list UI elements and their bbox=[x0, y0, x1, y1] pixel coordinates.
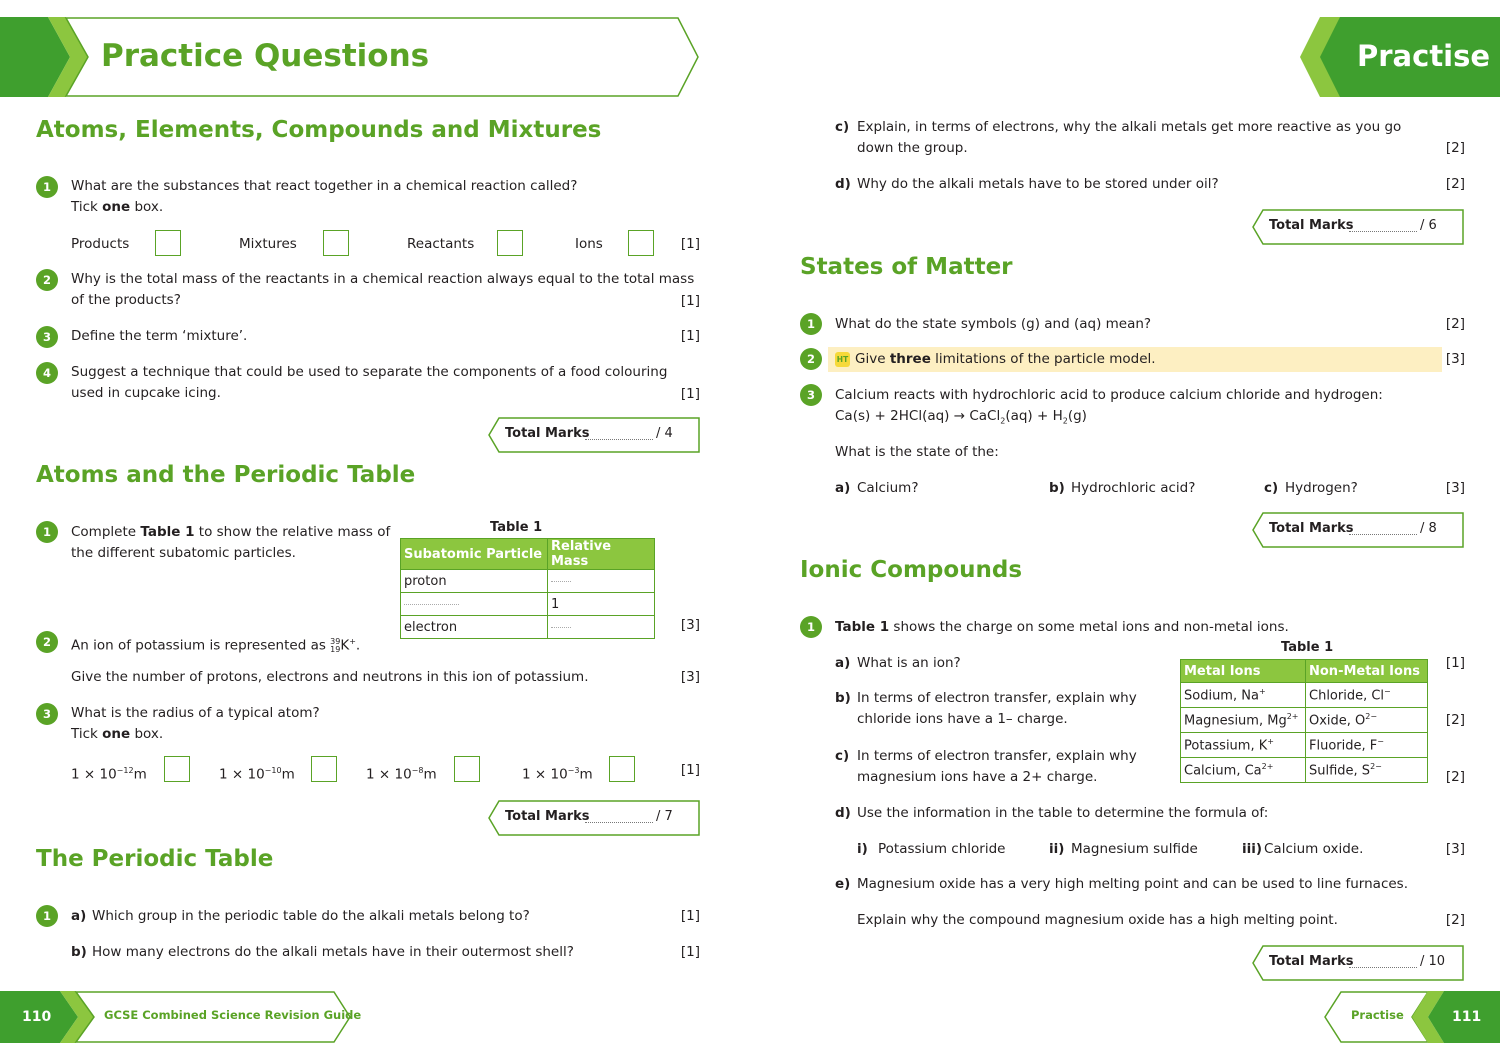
sub-part-label: iii) bbox=[1242, 841, 1263, 857]
table-row bbox=[401, 570, 655, 593]
tick-box[interactable] bbox=[155, 230, 181, 256]
total-marks-label: Total Marks bbox=[505, 809, 590, 824]
answer-line[interactable] bbox=[585, 822, 653, 823]
question-number: 2 bbox=[36, 631, 58, 653]
table-row bbox=[401, 593, 655, 616]
table-cell: Magnesium, $Mg^{2+}$ bbox=[1181, 708, 1306, 733]
sub-part-text: Potassium chloride bbox=[878, 841, 1006, 857]
question-number: 3 bbox=[36, 326, 58, 348]
right-banner bbox=[1300, 17, 1500, 97]
question-text: Table 1 shows the charge on some metal ions and non-metal ions. bbox=[835, 619, 1289, 635]
question-number: 2 bbox=[800, 348, 822, 370]
answer-cell[interactable] bbox=[548, 570, 655, 593]
question-text: How many electrons do the alkali metals have in their outermost shell? bbox=[92, 944, 574, 960]
sub-part-text: Calcium oxide. bbox=[1264, 841, 1364, 857]
question-line: chloride ions have a 1– charge. bbox=[857, 711, 1068, 727]
answer-line[interactable] bbox=[1349, 534, 1417, 535]
table-header: Metal Ions bbox=[1181, 660, 1306, 683]
part-label: c) bbox=[835, 748, 850, 764]
question-line: Give the number of protons, electrons and neutrons in this ion of potassium. bbox=[71, 669, 589, 685]
part-label: d) bbox=[835, 176, 851, 192]
total-marks-out-of: / 10 bbox=[1420, 954, 1446, 969]
total-marks-out-of: / 4 bbox=[656, 426, 673, 441]
total-marks-box bbox=[1252, 512, 1462, 548]
question-line: Complete Table 1 to show the relative mass of bbox=[71, 524, 391, 540]
question-number: 1 bbox=[36, 905, 58, 927]
tick-instruction: Tick one box. bbox=[71, 199, 164, 215]
question-number: 3 bbox=[36, 703, 58, 725]
option-label: $1 \times 10^{-3}m$ bbox=[522, 766, 593, 783]
marks: [1] bbox=[680, 386, 700, 402]
table-cell: Potassium, K+ bbox=[1181, 733, 1306, 758]
question-line: What is the state of the: bbox=[835, 444, 999, 460]
table-row bbox=[1181, 758, 1428, 783]
table-row bbox=[1181, 708, 1428, 733]
option-label: Ions bbox=[575, 236, 603, 252]
question-text: Magnesium oxide has a very high melting point and can be used to line furnaces. bbox=[857, 876, 1408, 892]
question-line: magnesium ions have a 2+ charge. bbox=[857, 769, 1098, 785]
sub-part-label: ii) bbox=[1049, 841, 1065, 857]
page-number: 111 bbox=[1452, 1009, 1482, 1025]
isotope-notation: 39 19 bbox=[330, 636, 341, 654]
marks: [2] bbox=[1445, 176, 1465, 192]
total-marks-box bbox=[488, 800, 698, 836]
table-caption: Table 1 bbox=[490, 520, 543, 535]
total-marks-box bbox=[1252, 945, 1462, 981]
question-text: Give three limitations of the particle model. bbox=[855, 351, 1156, 367]
question-line: Suggest a technique that could be used to separate the components of a food colouring bbox=[71, 364, 668, 380]
question-text bbox=[857, 688, 1137, 730]
table-row bbox=[1181, 733, 1428, 758]
question-text bbox=[857, 746, 1137, 788]
question-text: An ion of potassium is represented as 39 19 K+. bbox=[71, 636, 361, 654]
question-number: 1 bbox=[36, 521, 58, 543]
left-banner bbox=[0, 17, 700, 97]
right-page-title: Practise bbox=[1357, 39, 1491, 73]
question-line: Calcium reacts with hydrochloric acid to produce calcium chloride and hydrogen: bbox=[835, 387, 1383, 403]
question-line: used in cupcake icing. bbox=[71, 385, 221, 401]
total-marks-box bbox=[488, 417, 698, 453]
question-line: In terms of electron transfer, explain why bbox=[857, 690, 1137, 706]
tick-box[interactable] bbox=[164, 756, 190, 782]
question-text bbox=[71, 362, 667, 404]
question-number: 1 bbox=[36, 176, 58, 198]
marks: [1] bbox=[1445, 655, 1465, 671]
part-label: b) bbox=[835, 690, 851, 706]
option-label: Reactants bbox=[407, 236, 475, 252]
question-line: In terms of electron transfer, explain why bbox=[857, 748, 1137, 764]
guide-title: GCSE Combined Science Revision Guide bbox=[104, 1008, 362, 1022]
question-text: Hydrochloric acid? bbox=[1071, 480, 1196, 496]
question-text: Define the term ‘mixture’. bbox=[71, 328, 248, 344]
tick-box[interactable] bbox=[609, 756, 635, 782]
marks: [3] bbox=[1445, 841, 1465, 857]
footer-label: Practise bbox=[1351, 1008, 1404, 1022]
tick-box[interactable] bbox=[323, 230, 349, 256]
marks: [2] bbox=[1445, 316, 1465, 332]
chemical-equation: Ca(s) + 2HCl(aq) → CaCl$_2$(aq) + $H_2(g)$ bbox=[835, 408, 1087, 426]
question-number: 1 bbox=[800, 313, 822, 335]
question-text: Hydrogen? bbox=[1285, 480, 1358, 496]
tick-box[interactable] bbox=[454, 756, 480, 782]
question-line: the different subatomic particles. bbox=[71, 545, 296, 561]
question-number: 3 bbox=[800, 384, 822, 406]
option-label: Products bbox=[71, 236, 130, 252]
answer-line[interactable] bbox=[585, 439, 653, 440]
total-marks-label: Total Marks bbox=[1269, 218, 1354, 233]
section-title-states: States of Matter bbox=[800, 254, 1013, 280]
marks: [1] bbox=[680, 762, 700, 778]
question-text: What do the state symbols (g) and (aq) mean? bbox=[835, 316, 1152, 332]
section-title-periodic-table: The Periodic Table bbox=[36, 846, 274, 872]
marks: [3] bbox=[680, 617, 700, 633]
tick-box[interactable] bbox=[311, 756, 337, 782]
marks: [3] bbox=[680, 669, 700, 685]
question-text: What is an ion? bbox=[857, 655, 961, 671]
subatomic-table bbox=[400, 538, 655, 639]
page-number: 110 bbox=[22, 1009, 52, 1025]
part-label: d) bbox=[835, 805, 851, 821]
marks: [3] bbox=[1445, 351, 1465, 367]
question-line: What is the radius of a typical atom? bbox=[71, 705, 320, 721]
table-cell: Oxide, $O^{2-}$ bbox=[1306, 708, 1428, 733]
part-label: b) bbox=[1049, 480, 1065, 496]
table-cell: Calcium, $Ca^{2+}$ bbox=[1181, 758, 1306, 783]
option-label: $1 \times 10^{-8}m$ bbox=[366, 766, 437, 783]
question-text: Why do the alkali metals have to be stored under oil? bbox=[857, 176, 1219, 192]
tick-box[interactable] bbox=[497, 230, 523, 256]
higher-tier-badge: HT bbox=[835, 352, 850, 367]
table-cell: proton bbox=[401, 570, 548, 593]
table-cell: 1 bbox=[548, 593, 655, 616]
total-marks-out-of: / 7 bbox=[656, 809, 673, 824]
part-label: b) bbox=[71, 944, 87, 960]
marks: [2] bbox=[1445, 140, 1465, 156]
table-row bbox=[401, 616, 655, 639]
part-label: a) bbox=[835, 480, 851, 496]
question-text bbox=[835, 385, 1383, 432]
right-footer bbox=[1324, 991, 1500, 1043]
marks: [2] bbox=[1445, 769, 1465, 785]
option-label: $1 \times 10^{-10}m$ bbox=[219, 766, 295, 783]
option-label: $1 \times 10^{-12}m$ bbox=[71, 766, 147, 783]
total-marks-label: Total Marks bbox=[505, 426, 590, 441]
answer-line[interactable] bbox=[1349, 231, 1417, 232]
question-text: Use the information in the table to determine the formula of: bbox=[857, 805, 1269, 821]
answer-cell[interactable] bbox=[548, 616, 655, 639]
question-line: What are the substances that react together in a chemical reaction called? bbox=[71, 178, 578, 194]
ions-table bbox=[1180, 659, 1428, 783]
total-marks-label: Total Marks bbox=[1269, 954, 1354, 969]
question-text bbox=[71, 703, 320, 745]
page-title: Practice Questions bbox=[101, 38, 430, 74]
marks: [2] bbox=[1445, 912, 1465, 928]
part-label: a) bbox=[71, 908, 87, 924]
total-marks-box bbox=[1252, 209, 1462, 245]
answer-cell[interactable] bbox=[401, 593, 548, 616]
question-text bbox=[71, 522, 390, 564]
part-label: c) bbox=[1264, 480, 1279, 496]
marks: [3] bbox=[1445, 480, 1465, 496]
marks: [1] bbox=[680, 236, 700, 252]
question-text bbox=[71, 269, 694, 311]
part-label: a) bbox=[835, 655, 851, 671]
total-marks-out-of: / 8 bbox=[1420, 521, 1437, 536]
part-label: e) bbox=[835, 876, 851, 892]
total-marks-out-of: / 6 bbox=[1420, 218, 1437, 233]
total-marks-label: Total Marks bbox=[1269, 521, 1354, 536]
answer-line[interactable] bbox=[1349, 967, 1417, 968]
marks: [1] bbox=[680, 908, 700, 924]
tick-instruction: Tick one box. bbox=[71, 726, 164, 742]
left-footer bbox=[0, 991, 362, 1043]
sub-part-text: Magnesium sulfide bbox=[1071, 841, 1198, 857]
table-caption: Table 1 bbox=[1281, 640, 1334, 655]
section-title-ionic: Ionic Compounds bbox=[800, 557, 1023, 583]
table-header: Subatomic Particle bbox=[401, 539, 548, 570]
question-line: Explain, in terms of electrons, why the alkali metals get more reactive as you go bbox=[857, 119, 1402, 135]
marks: [2] bbox=[1445, 712, 1465, 728]
table-header: Non-Metal Ions bbox=[1306, 660, 1428, 683]
question-number: 1 bbox=[800, 616, 822, 638]
question-line: Why is the total mass of the reactants in a chemical reaction always equal to the total mass bbox=[71, 271, 695, 287]
marks: [1] bbox=[680, 328, 700, 344]
marks: [1] bbox=[680, 944, 700, 960]
tick-box[interactable] bbox=[628, 230, 654, 256]
sub-part-label: i) bbox=[857, 841, 868, 857]
table-cell: Sodium, Na+ bbox=[1181, 683, 1306, 708]
table-cell: Chloride, Cl− bbox=[1306, 683, 1428, 708]
marks: [1] bbox=[680, 293, 700, 309]
question-text bbox=[857, 117, 1401, 159]
question-number: 2 bbox=[36, 269, 58, 291]
question-number: 4 bbox=[36, 362, 58, 384]
option-label: Mixtures bbox=[239, 236, 297, 252]
table-cell: Sulfide, $S^{2-}$ bbox=[1306, 758, 1428, 783]
table-row bbox=[1181, 683, 1428, 708]
question-text bbox=[71, 176, 577, 218]
table-header: Relative Mass bbox=[548, 539, 655, 570]
question-line: down the group. bbox=[857, 140, 968, 156]
question-text: Calcium? bbox=[857, 480, 919, 496]
section-title-atoms-periodic: Atoms and the Periodic Table bbox=[36, 462, 416, 488]
question-line: of the products? bbox=[71, 292, 181, 308]
section-title-atoms-elements: Atoms, Elements, Compounds and Mixtures bbox=[36, 117, 602, 143]
part-label: c) bbox=[835, 119, 850, 135]
table-cell: Fluoride, F− bbox=[1306, 733, 1428, 758]
question-text: Which group in the periodic table do the alkali metals belong to? bbox=[92, 908, 530, 924]
question-text: Explain why the compound magnesium oxide has a high melting point. bbox=[857, 912, 1338, 928]
table-cell: electron bbox=[401, 616, 548, 639]
